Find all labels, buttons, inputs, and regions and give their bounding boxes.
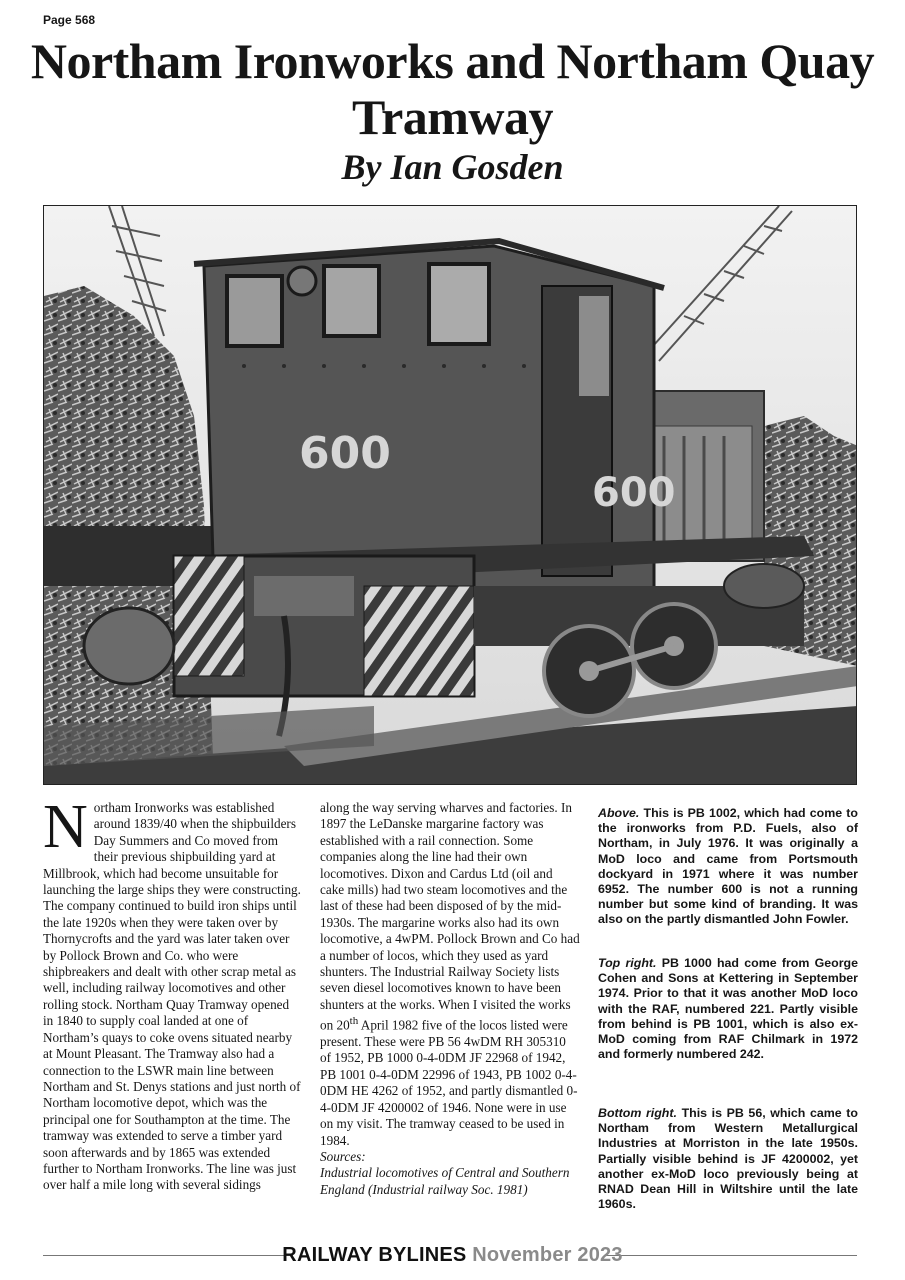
caption-bottom-right xyxy=(598,1106,858,1212)
article-text-2a: along the way serving wharves and factories. In 1897 the LeDanske margarine factory was established with a rail connection. Some companies along the line had their own locomotives. Dixon and Cardus Ltd (oil and cake mills) had two steam locomotives and the last of these had been disposed of by the mid-1930s. The margarine works also had its own locomotive, a 4wPM. Pollock Brown and Co had a number of locos, which they used as yard shunters. The Industrial Railway Society lists seven diesel locomotives known to have been shunters at the works. When I visited the works on 20 xyxy=(320,800,580,1033)
page-number: Page 568 xyxy=(43,13,96,27)
footer xyxy=(0,1244,905,1267)
caption-above xyxy=(598,806,858,928)
drop-cap: N xyxy=(43,793,88,861)
cab-number-side: 600 xyxy=(299,428,391,479)
caption-text: This is PB 56, which came to Northam from Western Metallurgical Industries at Morriston in the late 1950s. Partially visible behind is JF 4200002, yet another ex-MoD loco previously being at RNAD Dean Hill in Wiltshire until the late 1960s. xyxy=(598,1106,858,1212)
article-title: Northam Ironworks and Northam Quay Tramway xyxy=(30,33,875,145)
caption-text: PB 1000 had come from George Cohen and Sons at Kettering in September 1974. Prior to that it was another MoD loco with the RAF, numbered 221. Partly visible from behind is PB 1001, which is also ex-MoD coming from RAF Chilmark in 1972 and formerly numbered 242. xyxy=(598,956,858,1062)
article-text-1: ortham Ironworks was established around 1839/40 when the shipbuilders Day Summers and Co moved from their previous shipbuilding yard at Millbrook, which had become unsuitable for launching the large ships they were constructing. The company continued to build iron ships until the late 1920s when they were taken over by Thornycrofts and the yard was later taken over by Pollock Brown and Co. who were shipbreakers and dealt with other scrap metal as well, including railway locomotives and other rolling stock. Northam Quay Tramway opened in 1840 to supply coal landed at one of Northam’s quays to coke ovens situated nearby at Mount Pleasant. The Tramway also had a connection to the LSWR main line between Northam and St. Denys stations and just north of Northam locomotive depot, which was the principal one for Southampton at the time. The tramway was extended to serve a timber yard soon afterwards and by 1865 was extended further to Northam Ironworks. The line was just over half a mile long with several sidings xyxy=(43,800,301,1193)
article-byline: By Ian Gosden xyxy=(341,147,564,187)
caption-text: This is PB 1002, which had come to the ironworks from P.D. Fuels, also of Northam, in July 1976. It was originally a MoD loco and came from Portsmouth dockyard in 1971 where it was number 6952. The number 600 is not a running number but some kind of branding. It was also on the partly dismantled John Fowler. xyxy=(598,806,858,927)
sources-text: Industrial locomotives of Central and Southern England (Industrial railway Soc. 1981) xyxy=(320,1165,570,1197)
article-column-1 xyxy=(43,793,301,1194)
cab-number-rear: 600 xyxy=(592,470,676,516)
sources-heading: Sources: xyxy=(320,1148,366,1164)
caption-top-right xyxy=(598,956,858,1062)
ordinal-suffix: th xyxy=(349,1015,359,1028)
caption-lead: Above. xyxy=(598,806,640,820)
article-text-2b: April 1982 five of the locos listed were present. These were PB 56 4wDM RH 305310 of 1952, PB 1000 0-4-0DM JF 22968 of 1942, PB 1001 0-4-0DM 22996 of 1943, PB 1002 0-4-0DM HE 4262 of 1952, and partly dismantled 0-4-0DM JF 4200002 of 1946. None were in use on my visit. The tramway ceased to be used in 1984. xyxy=(320,1017,578,1148)
caption-lead: Bottom right. xyxy=(598,1106,677,1120)
article-column-2 xyxy=(320,800,580,1198)
caption-lead: Top right. xyxy=(598,956,657,970)
magazine-name: RAILWAY BYLINES xyxy=(282,1244,467,1266)
issue-date: November 2023 xyxy=(472,1244,623,1266)
captions-column xyxy=(598,0,858,1280)
